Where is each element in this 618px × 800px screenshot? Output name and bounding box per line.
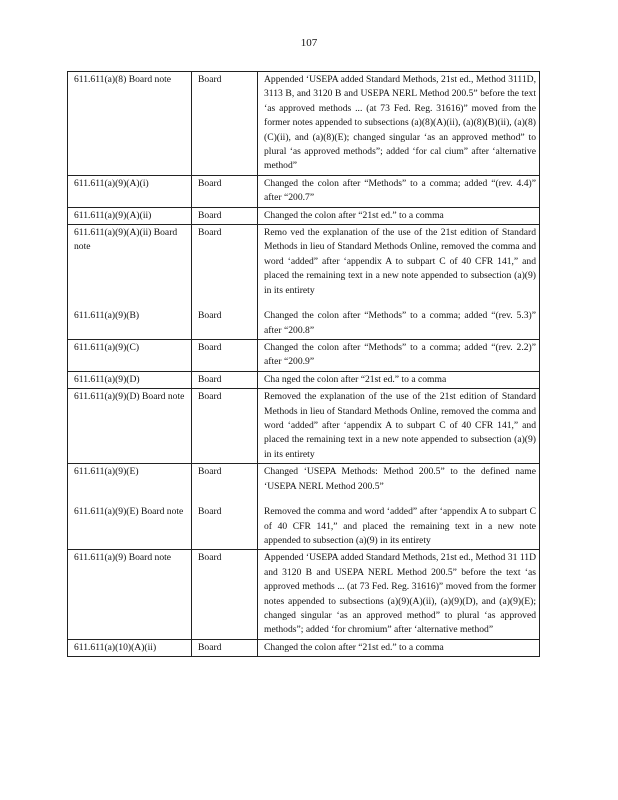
change-description-text: Changed the colon after “21st ed.” to a comma <box>264 641 444 653</box>
section-text: 611.611(a)(9)(D) <box>74 373 140 385</box>
table-row <box>68 371 540 388</box>
source-cell <box>192 207 258 224</box>
source-text: Board <box>198 74 222 85</box>
table-row <box>68 225 540 340</box>
section-text: 611.611(a)(8) Board note <box>74 74 172 85</box>
source-text: Board <box>198 341 222 353</box>
source-cell <box>192 371 258 388</box>
section-cell <box>68 639 192 656</box>
source-cell <box>192 550 258 639</box>
section-text: 611.611(a)(10)(A)(ii) <box>74 641 157 653</box>
table-row <box>68 464 540 550</box>
table-row <box>68 207 540 224</box>
change-description-text: Changed the colon after “Methods” to a comma; added “(rev. 2.2)” after “200.9” <box>264 341 536 368</box>
page-number: 107 <box>300 37 318 49</box>
change-description-cell <box>258 371 540 388</box>
source-cell <box>192 639 258 656</box>
change-description-text: Removed the explanation of the use of the 21st edition of Standard Methods in lieu of Standard Methods Online, removed the comma and word ‘added” after ‘appendix A to subpart C of 40 CFR 141,” and placed the remaining text in a new note appended to subsection (a)(9) in its entirety <box>264 391 536 460</box>
change-description-cell <box>258 464 540 550</box>
section-text: 611.611(a)(9)(E) <box>74 466 139 478</box>
source-cell <box>192 175 258 207</box>
section-cell <box>68 550 192 639</box>
section-cell <box>68 464 192 550</box>
source-text: Board <box>198 310 222 322</box>
change-description-text: Remo ved the explanation of the use of the 21st edition of Standard Methods in lieu of Standard Methods Online, removed the comma and word ‘added” after ‘appendix A to subpart C of 40 CFR 141,” and placed the remaining text in a new note appended to subsection (a)(9) in its entirety <box>264 227 536 296</box>
source-cell <box>192 72 258 176</box>
change-description-text: Appended ‘USEPA added Standard Methods, 21st ed., Method 3111D, 3113 B, and 3120 B and USEPA NERL Method 200.5” before the text ‘as approved methods ... (at 73 Fed. Reg. 31616)” moved from the former notes appended to subsections (a)(8)(A)(ii), (a)(8)(B)(ii), (a)(8)(C)(ii), and (a)(8)(E); changed singular ‘as an approved method” to plural ‘as approved methods”; added ‘for cal cium” after ‘alternative method” <box>264 74 536 172</box>
section-text: 611.611(a)(9) Board note <box>74 552 172 564</box>
section-cell <box>68 207 192 224</box>
table-row <box>68 72 540 176</box>
section-cell <box>68 175 192 207</box>
table-row <box>68 550 540 639</box>
change-description-text: Changed the colon after “Methods” to a comma; added “(rev. 4.4)” after “200.7” <box>264 177 536 204</box>
section-text: 611.611(a)(9)(A)(ii) Board note <box>74 227 178 253</box>
section-cell <box>68 72 192 176</box>
change-description-cell <box>258 225 540 340</box>
source-cell <box>192 389 258 464</box>
table-row <box>68 175 540 207</box>
section-cell <box>68 225 192 340</box>
source-cell <box>192 225 258 340</box>
change-description-cell <box>258 550 540 639</box>
section-text: 611.611(a)(9)(D) Board note <box>74 391 185 403</box>
section-text: 611.611(a)(9)(A)(ii) <box>74 209 152 221</box>
changes-table <box>67 71 540 657</box>
section-text: 611.611(a)(9)(B) <box>74 310 140 322</box>
source-text: Board <box>198 506 222 518</box>
section-text: 611.611(a)(9)(E) Board note <box>74 506 184 518</box>
source-text: Board <box>198 641 222 653</box>
change-description-cell <box>258 72 540 176</box>
source-text: Board <box>198 227 222 239</box>
section-cell <box>68 339 192 371</box>
source-cell <box>192 339 258 371</box>
change-description-text: Removed the comma and word ‘added” after ‘appendix A to subpart C of 40 CFR 141,” and placed the remaining text in a new note appended to subsection (a)(9) in its entirety <box>264 506 536 546</box>
source-text: Board <box>198 373 222 385</box>
change-description-text: Cha nged the colon after “21st ed.” to a comma <box>264 373 447 385</box>
section-cell <box>68 389 192 464</box>
section-text: 611.611(a)(9)(A)(i) <box>74 177 149 189</box>
source-text: Board <box>198 391 222 403</box>
table-row <box>68 639 540 656</box>
change-description-text: Changed ‘USEPA Methods: Method 200.5” to the defined name ‘USEPA NERL Method 200.5” <box>264 466 536 492</box>
section-cell <box>68 371 192 388</box>
table-row <box>68 389 540 464</box>
source-cell <box>192 464 258 550</box>
change-description-text: Changed the colon after “Methods” to a comma; added “(rev. 5.3)” after “200.8” <box>264 310 536 336</box>
source-text: Board <box>198 466 222 478</box>
change-description-text: Appended ‘USEPA added Standard Methods, 21st ed., Method 31 11D and 3120 B and USEPA NERL Method 200.5” before the text ‘as approved methods ... (at 73 Fed. Reg. 31616)” moved from the former notes appended to subsections (a)(9)(A)(ii), (a)(9)(D), and (a)(9)(E); changed singular ‘as an approved method” to plural ‘as approved methods”; added ‘for chromium” after ‘alternative method” <box>264 552 536 636</box>
table-row <box>68 339 540 371</box>
source-text: Board <box>198 552 222 564</box>
section-text: 611.611(a)(9)(C) <box>74 341 140 353</box>
source-text: Board <box>198 177 222 189</box>
change-description-text: Changed the colon after “21st ed.” to a comma <box>264 209 444 221</box>
change-description-cell <box>258 207 540 224</box>
change-description-cell <box>258 389 540 464</box>
change-description-cell <box>258 339 540 371</box>
change-description-cell <box>258 175 540 207</box>
source-text: Board <box>198 209 222 221</box>
change-description-cell <box>258 639 540 656</box>
